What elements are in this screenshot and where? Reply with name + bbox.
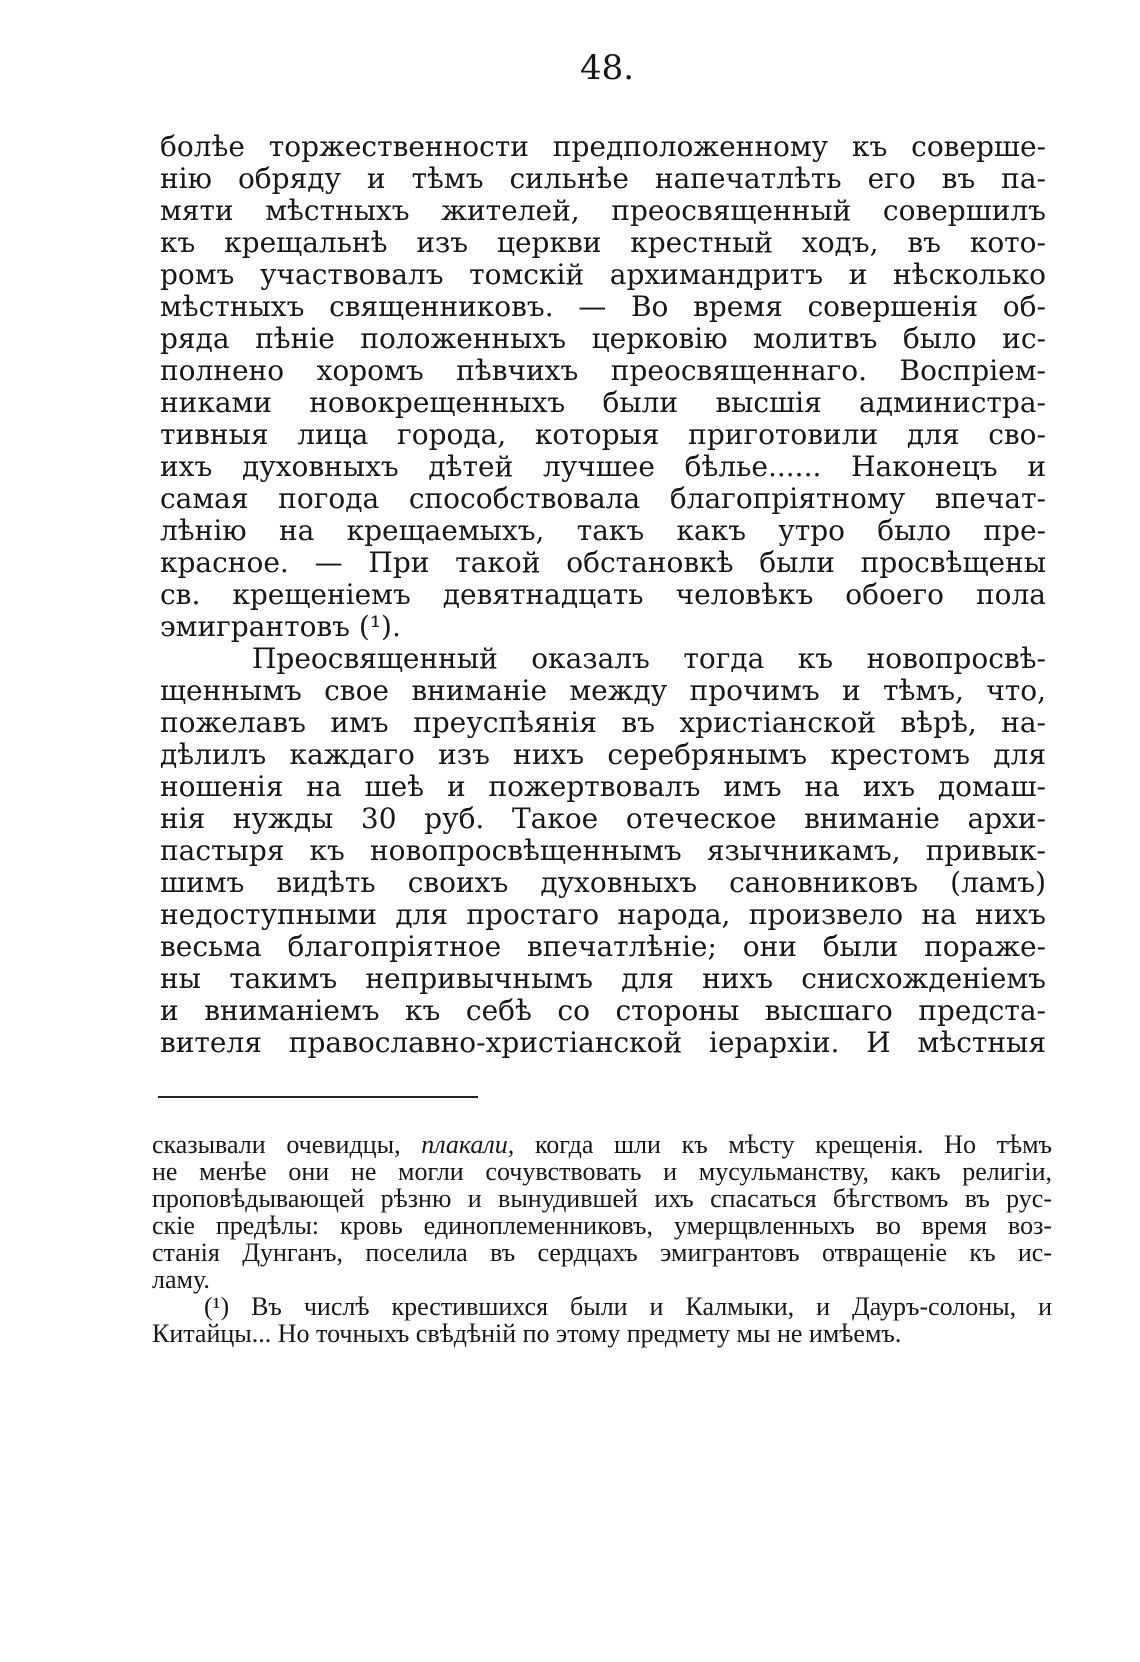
body-line: [252, 643, 1046, 675]
body-line-text: весьма благопріятное впечатлѣніе; они были пораже-: [160, 930, 1046, 963]
body-line: [160, 899, 1046, 931]
body-line: [160, 387, 1046, 419]
body-line: [160, 675, 1046, 707]
body-line: [160, 355, 1046, 387]
body-line: [160, 131, 1046, 163]
body-line: [160, 771, 1046, 803]
footnote-line: [152, 1212, 1052, 1239]
body-line: [160, 227, 1046, 259]
footnote-line-text: станія Дунганъ, поселила въ сердцахъ эмигрантовъ отвращеніе къ ис-: [152, 1238, 1052, 1267]
body-line-text: нія нужды 30 руб. Такое отеческое вниманіе архи-: [160, 802, 1046, 835]
body-line: [160, 323, 1046, 355]
body-line: [160, 195, 1046, 227]
page-number: 48.: [580, 48, 635, 88]
body-line-text: ношенія на шеѣ и пожертвовалъ имъ на ихъ домаш-: [160, 770, 1046, 803]
body-line: [160, 803, 1046, 835]
body-line-text: вителя православно-христіанской іерархіи. И мѣстныя: [160, 1026, 1046, 1059]
footnote-line: [152, 1320, 1052, 1347]
body-line: [160, 963, 1046, 995]
footnote-line: [152, 1185, 1052, 1212]
body-line-text: нію обряду и тѣмъ сильнѣе напечатлѣть его въ па-: [160, 162, 1046, 195]
footnote-divider: [158, 1096, 478, 1098]
body-line: [160, 163, 1046, 195]
footnote-line-text: проповѣдывающей рѣзню и вынудившей ихъ спасаться бѣгствомъ въ рус-: [152, 1184, 1052, 1213]
body-line-text: ны такимъ непривычнымъ для нихъ снисхожденіемъ: [160, 962, 1046, 995]
body-line: [160, 1027, 1046, 1059]
body-line-text: мяти мѣстныхъ жителей, преосвященный совершилъ: [160, 194, 1046, 227]
body-line: [160, 259, 1046, 291]
body-line: [160, 483, 1046, 515]
body-line: [160, 707, 1046, 739]
footnote-line-text: ламу.: [152, 1265, 210, 1294]
body-line: [160, 835, 1046, 867]
footnote-line-text: [152, 1131, 1052, 1158]
body-line-text: пастыря къ новопросвѣщеннымъ язычникамъ, привык-: [160, 834, 1046, 867]
body-line-text: св. крещеніемъ девятнадцать человѣкъ обоего пола: [160, 578, 1046, 611]
body-line-text: эмигрантовъ (¹).: [160, 610, 401, 643]
body-line: [160, 611, 1046, 643]
body-line: [160, 995, 1046, 1027]
body-line-text: шимъ видѣть своихъ духовныхъ сановниковъ (ламъ): [160, 866, 1046, 899]
body-line-text: пожелавъ имъ преуспѣянія въ христіанской вѣрѣ, на-: [160, 706, 1046, 739]
body-line-text: полнено хоромъ пѣвчихъ преосвященнаго. Воспріем-: [160, 354, 1046, 387]
body-line-text: мѣстныхъ священниковъ. — Во время совершенія об-: [160, 290, 1046, 323]
body-line: [160, 867, 1046, 899]
footnote-marker: (¹): [204, 1292, 230, 1321]
body-line-text: къ крещальнѣ изъ церкви крестный ходъ, въ кото-: [160, 226, 1046, 259]
body-line: [160, 451, 1046, 483]
body-line: [160, 579, 1046, 611]
footnote-text-segment: сказывали очевидцы,: [152, 1130, 401, 1159]
footnote-line: [152, 1131, 1052, 1158]
body-line-text: ромъ участвовалъ томскій архимандритъ и нѣсколько: [160, 258, 1046, 291]
footnote-text-segment: когда шли къ мѣсту крещенія. Но тѣмъ: [534, 1130, 1053, 1159]
footnote-line-text: Китайцы... Но точныхъ свѣдѣній по этому предмету мы не имѣемъ.: [152, 1319, 902, 1348]
body-line: [160, 547, 1046, 579]
footnote-line: [152, 1266, 1052, 1293]
body-line: [160, 739, 1046, 771]
footnote-line-text: не менѣе они не могли сочувствовать и мусульманству, какъ религіи,: [152, 1157, 1052, 1186]
emphasis-text: плакали,: [421, 1130, 515, 1159]
footnote-line: [152, 1158, 1052, 1185]
body-line-text: ряда пѣніе положенныхъ церковію молитвъ было ис-: [160, 322, 1046, 355]
body-line-text: недоступными для простаго народа, произвело на нихъ: [160, 898, 1046, 931]
footnote-line: [152, 1239, 1052, 1266]
body-line: [160, 931, 1046, 963]
body-line-text: и вниманіемъ къ себѣ со стороны высшаго предста-: [160, 994, 1046, 1027]
footnotes: [152, 1131, 1052, 1347]
body-line-text: ихъ духовныхъ дѣтей лучшее бѣлье...... Наконецъ и: [160, 450, 1046, 483]
body-line-text: никами новокрещенныхъ были высшія администра-: [160, 386, 1046, 419]
footnote-text-segment: Въ числѣ крестившихся были и Калмыки, и Дауръ-солоны, и: [251, 1292, 1052, 1321]
body-text: [160, 131, 1046, 1059]
body-line-text: щеннымъ свое вниманіе между прочимъ и тѣмъ, что,: [160, 674, 1046, 707]
body-line-text: дѣлилъ каждаго изъ нихъ серебрянымъ крестомъ для: [160, 738, 1046, 771]
body-line: [160, 419, 1046, 451]
body-line-text: тивныя лица города, которыя приготовили для сво-: [160, 418, 1046, 451]
body-line-text: Преосвященный оказалъ тогда къ новопросвѣ-: [252, 642, 1046, 675]
body-line-text: красное. — При такой обстановкѣ были просвѣщены: [160, 546, 1046, 579]
body-line: [160, 291, 1046, 323]
footnote-line-text: скіе предѣлы: кровь единоплеменниковъ, умерщвленныхъ во время воз-: [152, 1211, 1052, 1240]
body-line-text: лѣнію на крещаемыхъ, такъ какъ утро было пре-: [160, 514, 1046, 547]
footnote-line: [204, 1293, 1052, 1320]
footnote-line-text: [204, 1293, 1052, 1320]
body-line: [160, 515, 1046, 547]
body-line-text: болѣе торжественности предположенному къ соверше-: [160, 130, 1046, 163]
body-line-text: самая погода способствовала благопріятному впечат-: [160, 482, 1046, 515]
